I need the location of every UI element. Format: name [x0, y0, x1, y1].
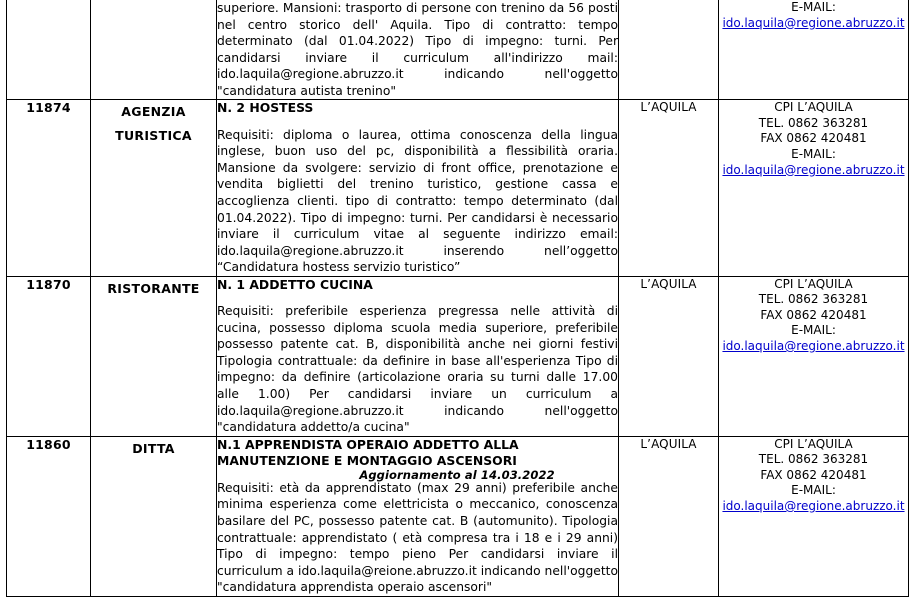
cell-contact: [719, 0, 909, 100]
description-title: N.1 APPRENDISTA OPERAIO ADDETTO ALLA MANUTENZIONE E MONTAGGIO ASCENSORI: [217, 436, 519, 469]
contact-email-label: E-MAIL:: [791, 483, 836, 498]
contact-email-link[interactable]: ido.laquila@regione.abruzzo.it: [722, 498, 905, 513]
cell-location: L’AQUILA: [619, 276, 719, 436]
description-body: superiore. Mansioni: trasporto di persone con trenino da 56 posti nel centro storico dell' Aquila. Tipo di contratto: tempo determinato (dal 01.04.2022) Tipo di impegno: turni. Per candidarsi inviare il curriculum all'indirizzo mail: ido.laquila@regione.abruzzo.it indicando nell'oggetto "candidatura autista trenino": [217, 1, 618, 98]
description-body: Requisiti: diploma o laurea, ottima conoscenza della lingua inglese, buon uso del pc, disponibilità a flessibilità oraria. Mansione da svolgere: servizio di front office, prenotazione e vendita biglietti del trenino turistico, gestione cassa e accoglienza clienti. tipo di contratto: tempo determinato (dal 01.04.2022). Tipo di impegno: turni. Per candidarsi è necessario inviare il curriculum vitae al seguente indirizzo email: ido.laquila@regione.abruzzo.it inserendo nell’oggetto “Candidatura hostess servizio turistico”: [217, 127, 618, 275]
cell-contact: [719, 100, 909, 276]
cell-offer-id: [7, 0, 91, 100]
cell-company: RISTORANTE: [91, 276, 217, 436]
cell-description: [217, 0, 619, 100]
contact-email-label: E-MAIL:: [791, 0, 836, 14]
table-row: [7, 100, 909, 276]
footer-update-note: Aggiornamento al 14.03.2022: [359, 468, 555, 482]
contact-telephone: TEL. 0862 363281: [758, 452, 869, 467]
table-row: [7, 276, 909, 436]
contact-telephone: TEL. 0862 363281: [758, 292, 869, 307]
cell-description: [217, 100, 619, 276]
contact-fax: FAX 0862 420481: [760, 131, 867, 146]
contact-fax: FAX 0862 420481: [760, 307, 867, 322]
description-body: Requisiti: età da apprendistato (max 29 anni) preferibile anche minima esperienza come elettricista o meccanico, conoscenza basilare del PC, possesso patente cat. B (automunito). Tipologia contrattuale: apprendistato ( età compresa tra i 18 e i 29 anni) Tipo di impegno: tempo pieno Per candidarsi inviare il curriculum a ido.laquila@reione.abruzzo.it indicando nell'oggetto "candidatura apprendista operaio ascensori": [217, 480, 618, 595]
contact-email-link[interactable]: ido.laquila@regione.abruzzo.it: [722, 162, 905, 177]
cell-offer-id: 11874: [7, 100, 91, 276]
cell-location: [619, 0, 719, 100]
description-title: N. 2 HOSTESS: [217, 100, 314, 116]
cell-company: DITTA: [91, 436, 217, 596]
cell-company: [91, 0, 217, 100]
job-listings-table: [6, 0, 909, 597]
cell-contact: [719, 436, 909, 596]
cell-description: [217, 436, 619, 596]
description-spacer: [217, 293, 618, 303]
contact-office: CPI L’AQUILA: [774, 100, 853, 115]
description-body: Requisiti: preferibile esperienza pregressa nelle attività di cucina, possesso diploma scuola media superiore, preferibile possesso patente cat. B, disponibilità anche nei giorni festivi Tipologia contrattuale: da definire in base all'esperienza Tipo di impegno: da definire (articolazione oraria su turni dalle 17.00 alle 1.00) Per candidarsi inviare un curriculum a ido.laquila@regione.abruzzo.it indicando nell'oggetto "candidatura addetto/a cucina": [217, 304, 618, 435]
contact-office: CPI L’AQUILA: [774, 276, 853, 291]
cell-contact: [719, 276, 909, 436]
description-title: N. 1 ADDETTO CUCINA: [217, 276, 373, 292]
table-row: [7, 436, 909, 596]
cell-offer-id: 11870: [7, 276, 91, 436]
contact-email-link[interactable]: ido.laquila@regione.abruzzo.it: [722, 339, 905, 354]
contact-email-link[interactable]: ido.laquila@regione.abruzzo.it: [722, 15, 905, 30]
cell-offer-id: 11860: [7, 436, 91, 596]
cell-description: [217, 276, 619, 436]
contact-email-label: E-MAIL:: [791, 146, 836, 161]
table-row: [7, 0, 909, 100]
contact-telephone: TEL. 0862 363281: [758, 115, 869, 130]
contact-office: CPI L’AQUILA: [774, 436, 853, 451]
description-spacer: [217, 117, 618, 127]
cell-location: L’AQUILA: [619, 436, 719, 596]
contact-fax: FAX 0862 420481: [760, 467, 867, 482]
contact-email-label: E-MAIL:: [791, 323, 836, 338]
cell-location: L’AQUILA: [619, 100, 719, 276]
cell-company: AGENZIA TURISTICA: [91, 100, 217, 276]
